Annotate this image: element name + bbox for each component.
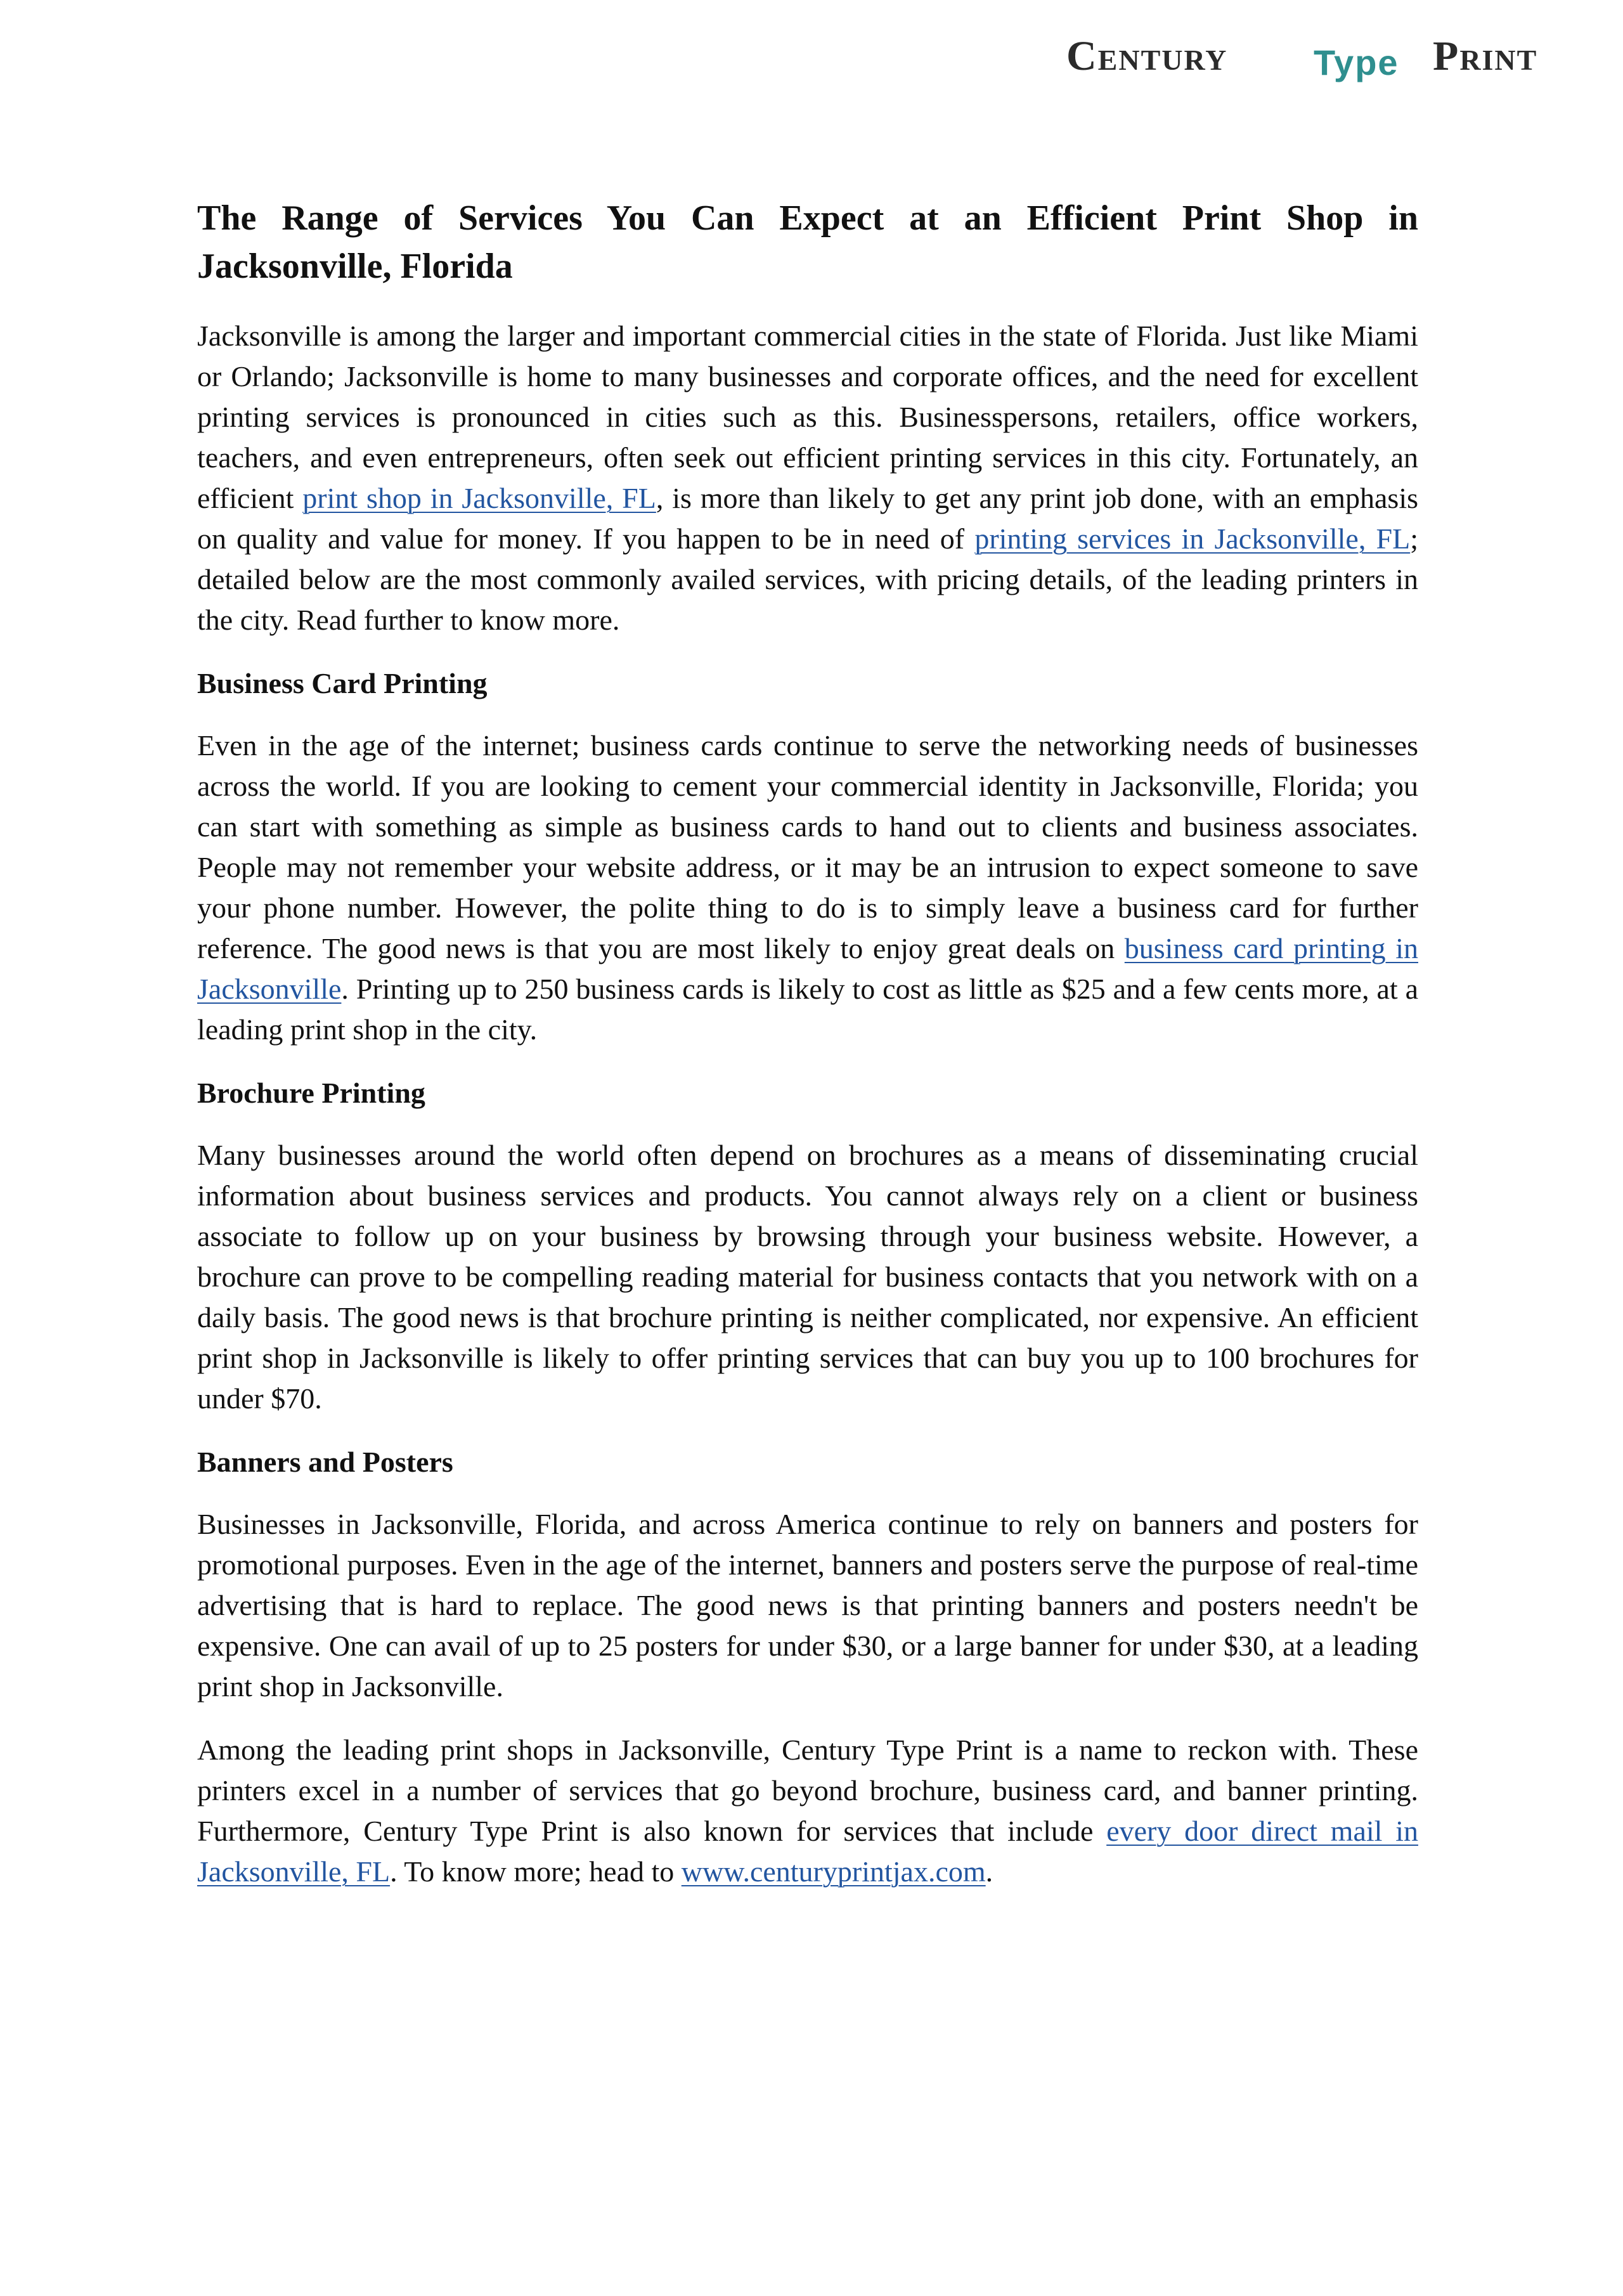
intro-text-1: Jacksonville is among the larger and important commercial cities in the state of Florida. Just like Miami or Orlando; Jacksonville is home to many businesses and corporate offices, and the need for excellent printing services is pronounced in cities such as this. Businesspersons, retailers, office workers, teachers, and even entrepreneurs, often seek out efficient printing services in this city. Fortunately, an efficient [197,320,1418,514]
logo-word-century: Century [1066,33,1228,79]
logo-word-type: Type [1314,42,1399,82]
business-card-paragraph [197,725,1418,1050]
every-door-direct-mail-link[interactable]: every door direct mail in Jacksonville, FL [197,1815,1418,1888]
closing-text-3: . [985,1855,993,1888]
brochure-paragraph: Many businesses around the world often depend on brochures as a means of disseminating crucial information about business services and products. You cannot always rely on a client or business associate to follow up on your business by browsing through your business website. However, a brochure can prove to be compelling reading material for business contacts that you network with on a daily basis. The good news is that brochure printing is neither complicated, nor expensive. An efficient print shop in Jacksonville is likely to offer printing services that can buy you up to 100 brochures for under $70. [197,1139,1418,1415]
brochure-heading: Brochure Printing [197,1077,425,1109]
closing-paragraph [197,1730,1418,1892]
print-shop-link[interactable]: print shop in Jacksonville, FL [302,482,656,514]
closing-text-1: Among the leading print shops in Jacksonville, Century Type Print is a name to reckon with. These printers excel in a number of services that go beyond brochure, business card, and banner printing. Furthermore, Century Type Print is also known for services that include [197,1734,1418,1847]
business-card-text-2: . Printing up to 250 business cards is likely to cost as little as $25 and a few cents more, at a leading print shop in the city. [197,973,1418,1046]
business-card-printing-link[interactable]: business card printing in Jacksonville [197,932,1418,1005]
logo-word-print: Print [1433,33,1538,79]
intro-text-3: ; detailed below are the most commonly availed services, with pricing details, of the leading printers in the city. Read further to know more. [197,522,1418,636]
intro-paragraph [197,316,1418,640]
century-type-print-logo [1066,30,1599,88]
business-card-heading: Business Card Printing [197,667,488,699]
article-title: The Range of Services You Can Expect at an Efficient Print Shop in Jacksonville, Florida [197,198,1418,286]
website-link[interactable]: www.centuryprintjax.com [681,1855,986,1888]
article [197,194,1418,1915]
banners-paragraph: Businesses in Jacksonville, Florida, and across America continue to rely on banners and posters for promotional purposes. Even in the age of the internet, banners and posters serve the purpose of real-time advertising that is hard to replace. The good news is that printing banners and posters needn't be expensive. One can avail of up to 25 posters for under $30, or a large banner for under $30, at a leading print shop in Jacksonville. [197,1508,1418,1703]
business-card-text-1: Even in the age of the internet; business cards continue to serve the networking needs of businesses across the world. If you are looking to cement your commercial identity in Jacksonville, Florida; you can start with something as simple as business cards to hand out to clients and business associates. People may not remember your website address, or it may be an intrusion to expect someone to save your phone number. However, the polite thing to do is to simply leave a business card for further reference. The good news is that you are most likely to enjoy great deals on [197,729,1418,964]
intro-text-2: , is more than likely to get any print job done, with an emphasis on quality and value for money. If you happen to be in need of [197,482,1418,555]
printing-services-link[interactable]: printing services in Jacksonville, FL [974,522,1411,555]
banners-heading: Banners and Posters [197,1446,453,1478]
closing-text-2: . To know more; head to [390,1855,682,1888]
